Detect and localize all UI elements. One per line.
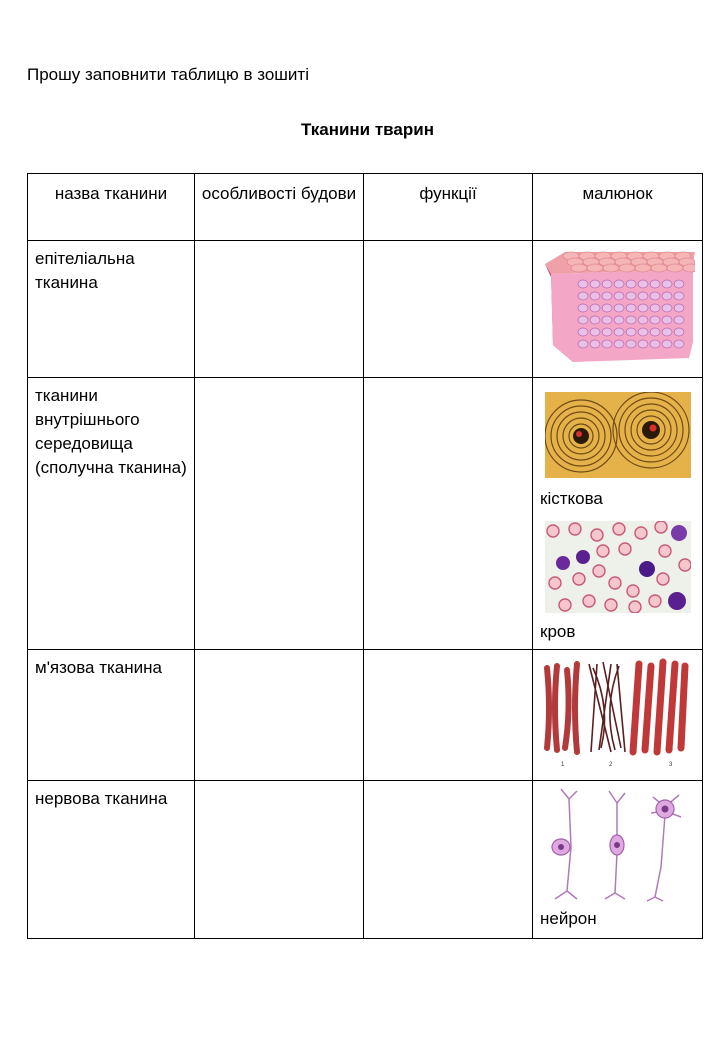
bone-tissue-illustration <box>545 392 691 478</box>
table-title: Тканини тварин <box>301 120 434 139</box>
picture-cell <box>533 241 703 378</box>
tissues-table <box>27 173 703 939</box>
table-row <box>28 650 703 781</box>
picture-cell <box>533 378 703 650</box>
table-row <box>28 241 703 378</box>
tissue-name-nervous: нервова тканина <box>28 781 195 939</box>
header-structure: особливості будови <box>195 174 364 241</box>
table-header-row <box>28 174 703 241</box>
muscle-tissue-illustration <box>541 658 691 770</box>
table-row <box>28 378 703 650</box>
structure-cell[interactable] <box>195 378 364 650</box>
picture-cell <box>533 781 703 939</box>
functions-cell[interactable] <box>364 378 533 650</box>
muscle-label-2: 2 <box>609 762 613 768</box>
header-functions: функції <box>364 174 533 241</box>
tissue-name-muscle: м'язова тканина <box>28 650 195 781</box>
blood-cells-illustration <box>545 521 691 613</box>
structure-cell[interactable] <box>195 781 364 939</box>
structure-cell[interactable] <box>195 241 364 378</box>
caption-blood: кров <box>540 622 576 641</box>
picture-cell <box>533 650 703 781</box>
instruction-text: Прошу заповнити таблицю в зошиті <box>27 65 309 84</box>
caption-bone: кісткова <box>540 489 603 508</box>
functions-cell[interactable] <box>364 241 533 378</box>
table-row <box>28 781 703 939</box>
header-name: назва тканини <box>28 174 195 241</box>
muscle-label-1: 1 <box>561 762 565 768</box>
neuron-illustration <box>541 787 693 903</box>
functions-cell[interactable] <box>364 781 533 939</box>
caption-neuron: нейрон <box>540 909 597 928</box>
header-picture: малюнок <box>533 174 703 241</box>
tissue-name-epithelial: епітеліальна тканина <box>28 241 195 378</box>
functions-cell[interactable] <box>364 650 533 781</box>
epithelial-tissue-illustration <box>543 250 695 366</box>
tissue-name-connective: тканини внутрішнього середовища (сполучна тканина) <box>28 378 195 650</box>
muscle-label-3: 3 <box>669 762 673 768</box>
structure-cell[interactable] <box>195 650 364 781</box>
